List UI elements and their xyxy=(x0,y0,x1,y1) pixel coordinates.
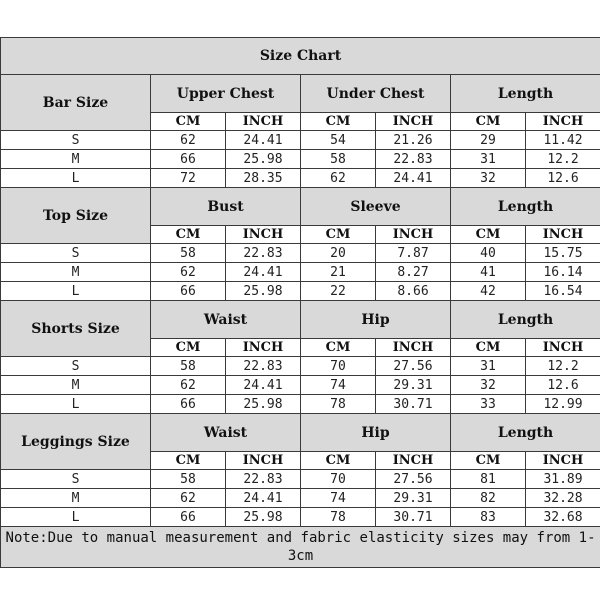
value-cell: 11.42 xyxy=(526,131,600,150)
unit-cm-header: CM xyxy=(151,452,226,470)
chart-title: Size Chart xyxy=(1,38,600,75)
table-row xyxy=(1,244,600,263)
unit-inch-header: INCH xyxy=(226,452,301,470)
table-row xyxy=(1,131,600,150)
measurement-header: Upper Chest xyxy=(151,75,301,113)
section-label: Bar Size xyxy=(1,75,151,131)
measurement-header: Waist xyxy=(151,301,301,339)
section-label: Shorts Size xyxy=(1,301,151,357)
measurement-header: Length xyxy=(451,301,600,339)
value-cell: 66 xyxy=(151,508,226,527)
value-cell: 20 xyxy=(301,244,376,263)
value-cell: 72 xyxy=(151,169,226,188)
value-cell: 66 xyxy=(151,150,226,169)
section-label: Leggings Size xyxy=(1,414,151,470)
size-cell: L xyxy=(1,282,151,301)
value-cell: 12.6 xyxy=(526,169,600,188)
value-cell: 8.66 xyxy=(376,282,451,301)
measurement-header: Length xyxy=(451,75,600,113)
value-cell: 62 xyxy=(151,263,226,282)
value-cell: 66 xyxy=(151,282,226,301)
value-cell: 62 xyxy=(151,489,226,508)
value-cell: 32.28 xyxy=(526,489,600,508)
value-cell: 24.41 xyxy=(376,169,451,188)
unit-inch-header: INCH xyxy=(226,113,301,131)
unit-inch-header: INCH xyxy=(526,226,600,244)
table-row xyxy=(1,395,600,414)
table-row xyxy=(1,489,600,508)
value-cell: 81 xyxy=(451,470,526,489)
value-cell: 82 xyxy=(451,489,526,508)
value-cell: 12.6 xyxy=(526,376,600,395)
value-cell: 24.41 xyxy=(226,376,301,395)
size-chart-table xyxy=(0,37,600,568)
value-cell: 54 xyxy=(301,131,376,150)
value-cell: 78 xyxy=(301,508,376,527)
value-cell: 74 xyxy=(301,376,376,395)
value-cell: 29.31 xyxy=(376,489,451,508)
value-cell: 29 xyxy=(451,131,526,150)
value-cell: 83 xyxy=(451,508,526,527)
measurement-header: Bust xyxy=(151,188,301,226)
value-cell: 27.56 xyxy=(376,357,451,376)
value-cell: 62 xyxy=(151,131,226,150)
value-cell: 25.98 xyxy=(226,395,301,414)
section-header-row xyxy=(1,188,600,226)
value-cell: 62 xyxy=(151,376,226,395)
unit-inch-header: INCH xyxy=(376,339,451,357)
unit-inch-header: INCH xyxy=(526,339,600,357)
size-cell: M xyxy=(1,263,151,282)
unit-cm-header: CM xyxy=(151,339,226,357)
value-cell: 32 xyxy=(451,169,526,188)
value-cell: 22.83 xyxy=(226,357,301,376)
value-cell: 12.99 xyxy=(526,395,600,414)
value-cell: 31.89 xyxy=(526,470,600,489)
unit-cm-header: CM xyxy=(301,339,376,357)
title-row xyxy=(1,38,600,75)
table-row xyxy=(1,150,600,169)
value-cell: 24.41 xyxy=(226,263,301,282)
measurement-header: Length xyxy=(451,414,600,452)
value-cell: 21.26 xyxy=(376,131,451,150)
unit-cm-header: CM xyxy=(451,452,526,470)
size-cell: L xyxy=(1,508,151,527)
value-cell: 74 xyxy=(301,489,376,508)
size-cell: M xyxy=(1,376,151,395)
size-cell: M xyxy=(1,489,151,508)
note-row xyxy=(1,527,600,568)
value-cell: 70 xyxy=(301,470,376,489)
value-cell: 30.71 xyxy=(376,395,451,414)
unit-cm-header: CM xyxy=(451,113,526,131)
size-cell: S xyxy=(1,357,151,376)
value-cell: 22.83 xyxy=(226,470,301,489)
value-cell: 7.87 xyxy=(376,244,451,263)
value-cell: 58 xyxy=(151,357,226,376)
table-row xyxy=(1,263,600,282)
measurement-header: Sleeve xyxy=(301,188,451,226)
table-row xyxy=(1,282,600,301)
value-cell: 32.68 xyxy=(526,508,600,527)
value-cell: 28.35 xyxy=(226,169,301,188)
unit-inch-header: INCH xyxy=(226,339,301,357)
value-cell: 62 xyxy=(301,169,376,188)
table-row xyxy=(1,357,600,376)
table-row xyxy=(1,376,600,395)
section-header-row xyxy=(1,75,600,113)
value-cell: 22.83 xyxy=(376,150,451,169)
size-cell: S xyxy=(1,470,151,489)
value-cell: 21 xyxy=(301,263,376,282)
value-cell: 70 xyxy=(301,357,376,376)
value-cell: 31 xyxy=(451,150,526,169)
unit-cm-header: CM xyxy=(301,452,376,470)
unit-inch-header: INCH xyxy=(526,113,600,131)
value-cell: 22 xyxy=(301,282,376,301)
measurement-header: Under Chest xyxy=(301,75,451,113)
unit-cm-header: CM xyxy=(301,226,376,244)
measurement-header: Hip xyxy=(301,414,451,452)
table-row xyxy=(1,169,600,188)
value-cell: 24.41 xyxy=(226,131,301,150)
size-cell: S xyxy=(1,244,151,263)
note-text: Note:Due to manual measurement and fabric elasticity sizes may from 1-3cm xyxy=(1,527,600,568)
measurement-header: Waist xyxy=(151,414,301,452)
value-cell: 12.2 xyxy=(526,357,600,376)
value-cell: 8.27 xyxy=(376,263,451,282)
value-cell: 40 xyxy=(451,244,526,263)
unit-inch-header: INCH xyxy=(376,452,451,470)
section-label: Top Size xyxy=(1,188,151,244)
value-cell: 42 xyxy=(451,282,526,301)
unit-inch-header: INCH xyxy=(376,113,451,131)
value-cell: 25.98 xyxy=(226,282,301,301)
measurement-header: Length xyxy=(451,188,600,226)
unit-inch-header: INCH xyxy=(226,226,301,244)
value-cell: 27.56 xyxy=(376,470,451,489)
table-row xyxy=(1,508,600,527)
size-cell: L xyxy=(1,395,151,414)
unit-cm-header: CM xyxy=(151,113,226,131)
unit-cm-header: CM xyxy=(451,226,526,244)
value-cell: 22.83 xyxy=(226,244,301,263)
value-cell: 24.41 xyxy=(226,489,301,508)
size-cell: M xyxy=(1,150,151,169)
unit-inch-header: INCH xyxy=(376,226,451,244)
unit-cm-header: CM xyxy=(151,226,226,244)
value-cell: 58 xyxy=(151,470,226,489)
value-cell: 30.71 xyxy=(376,508,451,527)
value-cell: 16.54 xyxy=(526,282,600,301)
value-cell: 33 xyxy=(451,395,526,414)
value-cell: 29.31 xyxy=(376,376,451,395)
value-cell: 66 xyxy=(151,395,226,414)
value-cell: 25.98 xyxy=(226,508,301,527)
value-cell: 58 xyxy=(151,244,226,263)
measurement-header: Hip xyxy=(301,301,451,339)
unit-cm-header: CM xyxy=(301,113,376,131)
value-cell: 12.2 xyxy=(526,150,600,169)
value-cell: 78 xyxy=(301,395,376,414)
unit-inch-header: INCH xyxy=(526,452,600,470)
section-header-row xyxy=(1,301,600,339)
section-header-row xyxy=(1,414,600,452)
value-cell: 41 xyxy=(451,263,526,282)
value-cell: 16.14 xyxy=(526,263,600,282)
value-cell: 25.98 xyxy=(226,150,301,169)
value-cell: 31 xyxy=(451,357,526,376)
value-cell: 15.75 xyxy=(526,244,600,263)
table-row xyxy=(1,470,600,489)
size-cell: L xyxy=(1,169,151,188)
size-cell: S xyxy=(1,131,151,150)
unit-cm-header: CM xyxy=(451,339,526,357)
value-cell: 58 xyxy=(301,150,376,169)
value-cell: 32 xyxy=(451,376,526,395)
